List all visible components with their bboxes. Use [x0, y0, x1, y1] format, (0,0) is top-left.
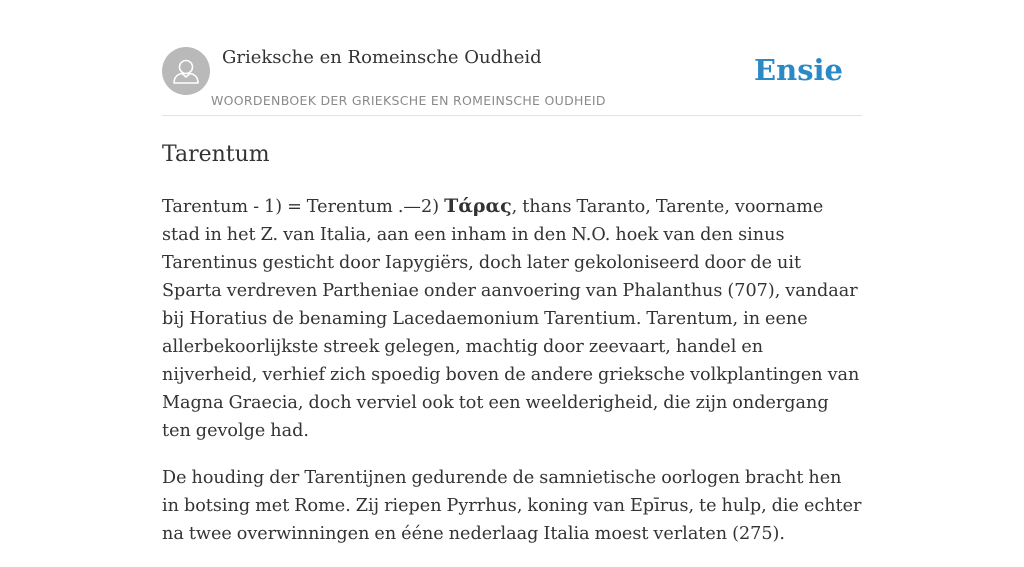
- entry-paragraph: De houding der Tarentijnen gedurende de samnietische oorlogen bracht hen in botsing met Rome. Zij riepen Pyrrhus, koning van Epīrus, te hulp, die echter na twee overwinningen en ééne nederlaag Italia moest verlaten (275).: [162, 468, 862, 544]
- entry-paragraph: [162, 192, 862, 445]
- ensie-logo[interactable]: Ensie: [754, 53, 843, 87]
- entry-body: [162, 192, 862, 567]
- dictionary-subtitle: WOORDENBOEK DER GRIEKSCHE EN ROMEINSCHE OUDHEID: [211, 93, 606, 108]
- entry-title: Tarentum: [162, 142, 270, 167]
- header-divider: [162, 115, 862, 116]
- page: [162, 0, 862, 544]
- paragraph-prefix: Tarentum - 1) = Terentum .—2): [162, 197, 445, 217]
- greek-term: Τάρας: [444, 195, 512, 217]
- user-icon: [162, 47, 210, 95]
- paragraph-text: , thans Taranto, Tarente, voorname stad in het Z. van Italia, aan een inham in den N.O. hoek van den sinus Tarentinus gesticht door Iapygiërs, doch later gekoloniseerd door de uit Sparta verdreven Partheniae onder aanvoering van Phalanthus (707), vandaar bij Horatius de benaming Lacedaemonium Tarentium. Tarentum, in eene allerbekoorlijkste streek gelegen, machtig door zeevaart, handel en nijverheid, verhief zich spoedig boven de andere grieksche volkplantingen van Magna Graecia, doch verviel ook tot een weelderigheid, die zijn ondergang ten gevolge had.: [162, 197, 860, 441]
- avatar[interactable]: [162, 47, 210, 95]
- dictionary-title[interactable]: Grieksche en Romeinsche Oudheid: [222, 47, 542, 68]
